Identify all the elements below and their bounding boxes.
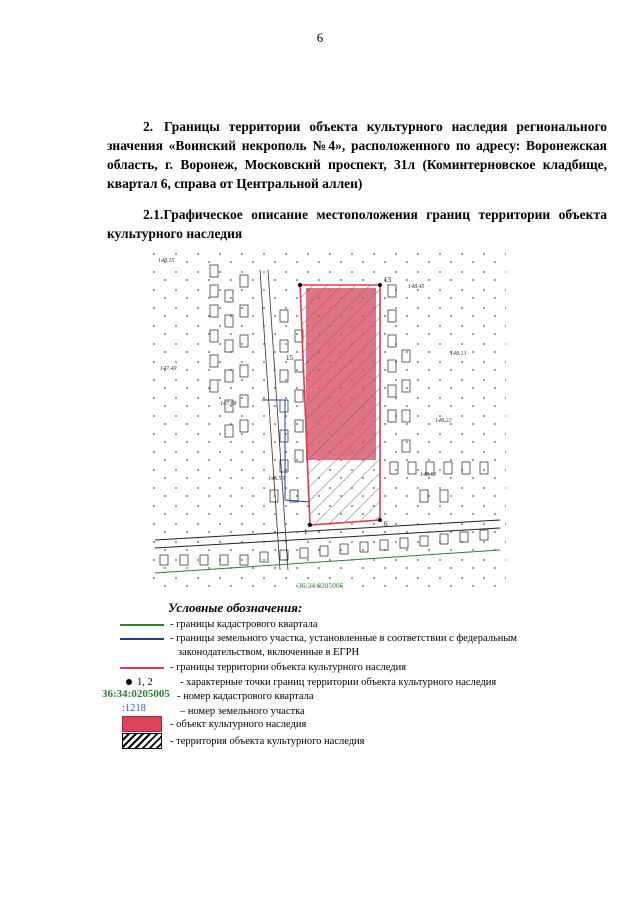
elevation-label: 148.13 <box>450 351 467 357</box>
elevation-label: 148.61 <box>420 472 437 478</box>
legend-points: - характерные точки границ территории объекта культурного наследия <box>180 677 497 688</box>
legend-plot-line2: законодательством, включенные в ЕГРН <box>178 647 360 658</box>
cadastral-quarter-label: 36:34:0205005 <box>298 581 344 590</box>
point-label: 13 <box>384 276 391 284</box>
point-dot-icon <box>126 679 132 685</box>
elevation-label: 148.15 <box>158 258 175 264</box>
elevation-label: 147.68 <box>220 401 237 407</box>
plot-line-swatch <box>120 638 164 640</box>
cadastral-line-swatch <box>120 624 164 626</box>
section-number: 2. <box>143 119 154 134</box>
territory-hatch-swatch <box>122 733 162 749</box>
legend-object: - объект культурного наследия <box>170 719 307 730</box>
subsection-number: 2.1. <box>143 207 164 222</box>
legend-points-symbol: 1, 2 <box>137 677 153 688</box>
heritage-territory-hatch <box>300 285 380 525</box>
legend-territory: - территория объекта культурного наследия <box>170 736 365 747</box>
section-heading <box>107 117 607 193</box>
elevation-label: 148.22 <box>435 418 452 424</box>
legend-territory-boundary: - границы территории объекта культурного наследия <box>170 662 407 673</box>
object-fill-swatch <box>122 716 162 732</box>
point-label: 15 <box>286 354 293 362</box>
subsection-title: Графическое описание местоположения границ территории объекта культурного наследия <box>107 207 607 241</box>
elevation-label: 146.50 <box>268 476 285 482</box>
page-number: 6 <box>316 30 324 45</box>
legend-plot-code: :1218 <box>122 703 146 714</box>
legend-quarter-code: 36:34:0205005 <box>102 688 170 700</box>
legend-quarter: - номер кадастрового квартала <box>177 691 314 702</box>
elevation-label: 148.45 <box>408 284 425 290</box>
section-title: Границы территории объекта культурного наследия регионального значения «Воинский некрополь №4», расположенного по адресу: Воронежская область, г. Воронеж, Московский проспект, 31л (Коминтерновское кладбище, квартал 6, справа от Центральной аллеи) <box>107 119 607 191</box>
site-plan-map <box>150 250 506 592</box>
point-label: 1 <box>304 528 308 536</box>
territory-line-swatch <box>120 667 164 669</box>
legend-plot-line1: - границы земельного участка, установленные в соответствии с федеральным <box>170 633 518 644</box>
legend-title: Условные обозначения: <box>168 600 303 615</box>
legend-plot: – номер земельного участка <box>180 706 305 717</box>
legend-cadastral: - границы кадастрового квартала <box>170 619 318 630</box>
subsection-heading <box>107 205 607 243</box>
point-label: 6 <box>384 520 388 528</box>
site-plan-svg <box>150 250 506 592</box>
elevation-label: 147.49 <box>160 366 177 372</box>
